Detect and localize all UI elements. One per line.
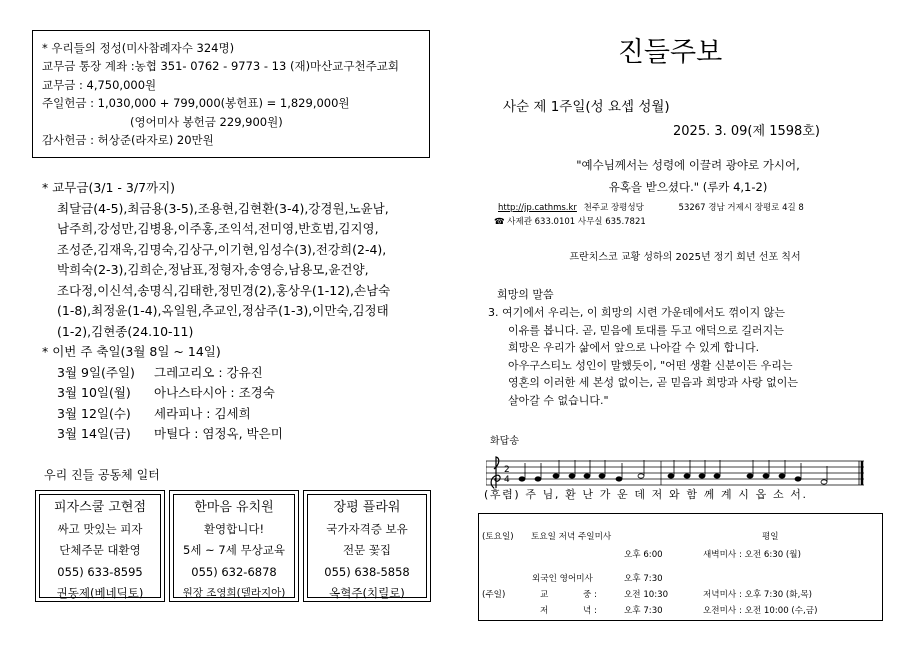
ad-owner: 원장 조영희(델라지아) — [182, 587, 286, 599]
kyomu-line: 최달금(4-5),최금용(3-5),조용현,김현환(3-4),강경원,노윤남, — [57, 200, 389, 216]
ad-phone: 055) 632-6878 — [191, 564, 277, 579]
jubilee-title: 프란치스코 교황 성하의 2025년 정기 희년 선포 칙서 — [569, 252, 801, 263]
svg-text:4: 4 — [504, 475, 510, 485]
parish-address: 53267 경남 거제시 장평로 4길 8 — [678, 203, 804, 213]
contact-line — [498, 201, 804, 213]
evening-label-b: 녁 : — [583, 606, 597, 616]
ad-flower — [303, 490, 431, 602]
kyomu-line: 박희숙(2-3),김희순,정남표,정형자,송영승,남용모,윤건양, — [57, 262, 369, 277]
ad-kindergarten — [169, 490, 299, 602]
para-line: 이유를 봅니다. 곧, 믿음에 토대를 두고 애덕으로 길러지는 — [508, 323, 784, 337]
liturgical-sunday: 사순 제 1주일(성 요셉 성월) — [503, 99, 670, 115]
feast-date: 3월 10일(월) — [57, 385, 131, 400]
ad-line: 싸고 맛있는 피자 — [57, 521, 143, 536]
ad-title: 한마음 유치원 — [194, 500, 274, 515]
svg-text:2: 2 — [504, 465, 510, 475]
kyomu-total: 교무금 : 4,750,000원 — [42, 77, 157, 92]
para-line: 희망은 우리가 삶에서 앞으로 나아갈 수 있게 합니다. — [508, 341, 760, 355]
ad-phone: 055) 638-5858 — [324, 564, 410, 579]
feast-name: 마틸다 : 염정옥, 박은미 — [154, 426, 283, 441]
kyomu-line: (1-2),김현종(24.10-11) — [57, 323, 194, 339]
feast-name: 그레고리오 : 강유진 — [154, 364, 263, 380]
school-label-a: 교 — [540, 590, 549, 600]
saturday-mass: 토요일 저녁 주일미사 — [531, 532, 612, 542]
feast-item — [42, 383, 390, 404]
feast-item — [42, 363, 390, 384]
ad-pizza — [35, 490, 165, 602]
saturday-label: (토요일) — [482, 532, 514, 542]
feast-item — [42, 404, 390, 425]
offering-heading: * 우리들의 정성(미사참례자수 324명) — [42, 41, 235, 55]
kyomu-line: 조다정,이신석,송명식,김태한,정민경(2),홍상우(1-12),손남숙 — [57, 282, 391, 298]
evening-mass: 저녁미사 : 오후 7:30 (화,목) — [703, 590, 812, 600]
evening-label-a: 저 — [540, 606, 549, 616]
weekday-label: 평일 — [762, 532, 779, 542]
feast-name: 세라피나 : 김세희 — [154, 405, 251, 421]
para-line: 영혼의 이러한 세 본성 없이는, 곧 믿음과 희망과 사랑 없이는 — [508, 376, 798, 390]
hope-heading: 희망의 말씀 — [497, 288, 554, 301]
para-line: 아우구스티노 성인이 말했듯이, "어떤 생활 신분이든 우리는 — [508, 358, 793, 372]
bulletin-title: 진들주보 — [617, 37, 723, 68]
feast-date: 3월 14일(금) — [57, 426, 131, 441]
hope-paragraph — [488, 304, 798, 410]
english-offering: (영어미사 봉헌금 229,900원) — [130, 114, 283, 129]
evening-time: 오후 7:30 — [624, 606, 663, 616]
ad-title: 피자스쿨 고현점 — [53, 500, 147, 515]
feast-heading: * 이번 주 축일(3월 8일 ~ 14일) — [42, 344, 221, 359]
para-line: 살아갈 수 없습니다." — [508, 393, 609, 407]
school-label-b: 중 : — [583, 590, 597, 600]
kyomu-line: 조성준,김재욱,김명숙,김상구,이기현,임성수(3),전강희(2-4), — [57, 241, 387, 257]
account-info: 교무금 통장 계좌 :농협 351- 0762 - 9773 - 13 (재)마산교구천주교회 — [42, 59, 399, 74]
staff-lines — [486, 461, 864, 485]
school-time: 오전 10:30 — [624, 590, 669, 600]
kyomu-section — [42, 178, 390, 445]
kyomu-line: 남주희,강성만,김병용,이주홍,조익석,전미영,반호범,김지영, — [57, 221, 379, 236]
ad-title: 장평 플라워 — [333, 500, 401, 515]
parish-phone: ☎ 사제관 633.0101 사무실 635.7821 — [494, 217, 646, 227]
para-line: 3. 여기에서 우리는, 이 희망의 시련 가운데에서도 꺾이지 않는 — [488, 306, 785, 319]
offering-box — [32, 30, 430, 158]
morning-mass: 오전미사 : 오전 10:00 (수,금) — [703, 606, 818, 616]
community-heading: 우리 진들 공동체 일터 — [44, 468, 160, 482]
response-lyrics: (후렴) 주 님, 환 난 가 운 데 저 와 함 께 계 시 옵 소 서. — [484, 488, 808, 501]
gospel-quote-line2: 유혹을 받으셨다." (루카 4,1-2) — [608, 180, 768, 194]
treble-clef-icon — [491, 457, 500, 488]
kyomu-line: (1-8),최정윤(1-4),옥일원,추교인,정삼주(1-3),이만숙,김정태 — [57, 303, 389, 318]
response-label: 화답송 — [490, 436, 519, 447]
sunday-label: (주일) — [482, 590, 506, 600]
issue-date: 2025. 3. 09(제 1598호) — [673, 124, 820, 139]
music-notes — [519, 460, 827, 484]
foreign-time: 오후 7:30 — [624, 574, 663, 584]
parish-url[interactable]: http://jp.cathms.kr — [498, 203, 577, 213]
ad-line: 전문 꽃집 — [342, 543, 392, 557]
thanks-offering: 감사헌금 : 허상준(라자로) 20만원 — [42, 133, 214, 148]
mass-schedule — [478, 513, 883, 621]
feast-item — [42, 424, 390, 445]
ad-phone: 055) 633-8595 — [57, 564, 143, 579]
feast-date: 3월 12일(수) — [57, 405, 131, 421]
ad-line: 5세 ~ 7세 무상교육 — [183, 543, 285, 557]
foreign-mass: 외국인 영어미사 — [532, 574, 593, 584]
ad-line: 단체주문 대환영 — [59, 543, 141, 557]
ad-owner: 옥혁주(치릴로) — [329, 586, 405, 600]
ad-line: 국가자격증 보유 — [326, 521, 408, 536]
feast-name: 아나스타시아 : 조경숙 — [154, 385, 275, 400]
sunday-offering: 주일헌금 : 1,030,000 + 799,000(봉헌표) = 1,829,000원 — [42, 96, 350, 111]
parish-name: 천주교 장평성당 — [583, 203, 644, 213]
kyomu-heading: * 교무금(3/1 - 3/7까지) — [42, 180, 176, 195]
feast-date: 3월 9일(주일) — [57, 364, 135, 380]
gospel-quote-line1: "예수님께서는 성령에 이끌려 광야로 가시어, — [576, 158, 800, 172]
dawn-mass: 새벽미사 : 오전 6:30 (월) — [703, 550, 801, 560]
ad-owner: 권동제(베네딕토) — [56, 586, 144, 600]
ad-line: 환영합니다! — [203, 521, 265, 536]
saturday-time: 오후 6:00 — [624, 550, 663, 560]
